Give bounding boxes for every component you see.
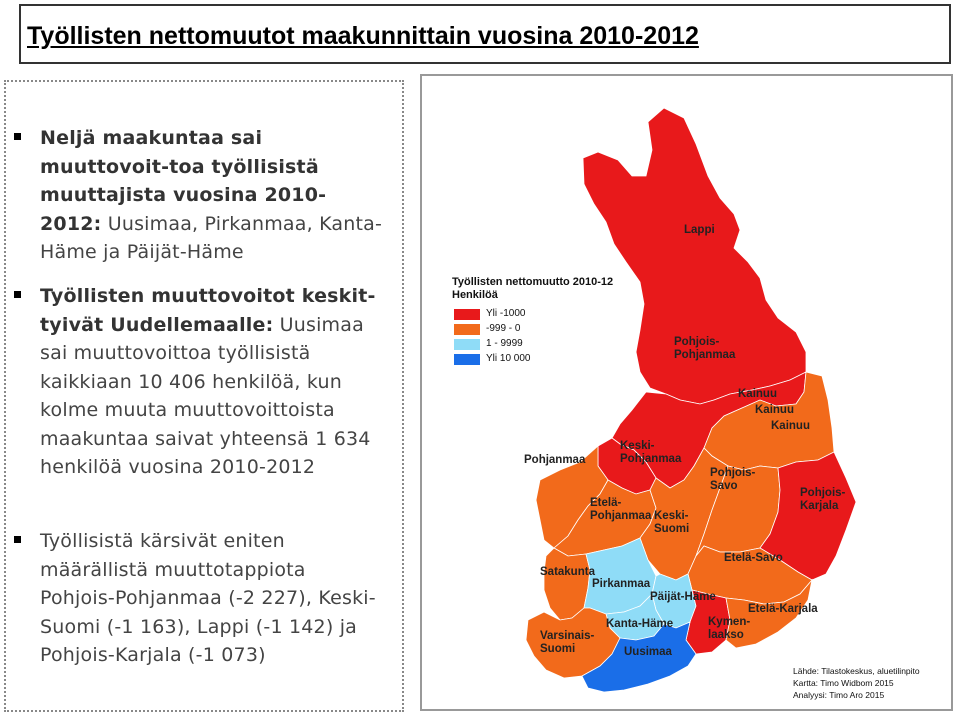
label-pohjois-savo: Pohjois- Savo: [710, 467, 756, 492]
legend-item: [454, 323, 574, 337]
legend-label: Yli -1000: [486, 308, 526, 319]
page-title: Työllisten nettomuutot maakunnittain vuosina 2010-2012: [27, 22, 699, 50]
label-etela-savo: Etelä-Savo: [724, 552, 783, 564]
legend-label: Yli 10 000: [486, 353, 531, 364]
legend-item: [454, 308, 574, 322]
legend-swatch: [454, 324, 480, 335]
label-uusimaa: Uusimaa: [624, 646, 672, 658]
bullet-square-icon: [14, 536, 21, 543]
label-pohjois-karjala: Pohjois- Karjala: [800, 487, 846, 512]
legend-item: [454, 353, 574, 367]
source-note: [793, 665, 920, 701]
label-pohjois-pohjanmaa: Pohjois- Pohjanmaa: [674, 336, 736, 361]
label-varsinais-suomi: Varsinais- Suomi: [540, 630, 595, 655]
bullet-square-icon: [14, 291, 21, 298]
label-etela-karjala: Etelä-Karjala: [748, 603, 818, 615]
label-pohjanmaa: Pohjanmaa: [524, 454, 586, 466]
source-line: Analyysi: Timo Aro 2015: [793, 690, 885, 700]
bullet-text: Työllisistä kärsivät eniten määrällistä muuttotappiota Pohjois-Pohjanmaa (-2 227), Keski-Suomi (-1 163), Lappi (-1 142) ja Pohjois-Karjala (-1 073): [40, 530, 376, 666]
label-lappi: Lappi: [684, 224, 715, 236]
bullet-text: Uusimaa, Pirkanmaa, Kanta-Häme ja Päijät-Häme: [40, 212, 383, 263]
bullet-lead: Neljä maakuntaa sai muuttovoit-toa työllisistä muuttajista vuosina 2010-2012:: [40, 127, 327, 235]
legend-swatch: [454, 339, 480, 350]
source-line: Kartta: Timo Widbom 2015: [793, 678, 894, 688]
label-kainuu: Kainuu: [755, 404, 794, 416]
legend-title: Työllisten nettomuutto 2010-12: [452, 276, 614, 288]
label-keski-pohjanmaa: Keski- Pohjanmaa: [620, 440, 682, 465]
label-kymenlaakso: Kymen- laakso: [708, 616, 751, 641]
label-paijat-hame: Päijät-Häme: [650, 591, 716, 603]
label-keski-suomi: Keski- Suomi: [654, 510, 690, 535]
legend-label: -999 - 0: [486, 323, 521, 334]
bullet-text: Uusimaa sai muuttovoittoa työllisistä kaikkiaan 10 406 henkilöä, kun kolme muuta muuttovoittoista maakuntaa saivat yhteensä 1 634 henkilöä vuosina 2010-2012: [40, 313, 371, 478]
label-kainuu: Kainuu: [771, 420, 810, 432]
title-box: [19, 4, 951, 64]
legend-swatch: [454, 309, 480, 320]
label-kainuu: Kainuu: [738, 388, 777, 400]
label-pirkanmaa: Pirkanmaa: [592, 578, 651, 590]
source-line: Lähde: Tilastokeskus, aluetilinpito: [793, 666, 920, 676]
legend-item: [454, 338, 574, 352]
bullet-lead: Työllisten muuttovoitot keskit-tyivät Uudellemaalle:: [40, 285, 376, 336]
legend-swatch: [454, 354, 480, 365]
legend-subtitle: Henkilöä: [452, 289, 498, 301]
finland-map: [420, 74, 953, 711]
label-etela-pohjanmaa: Etelä- Pohjanmaa: [590, 497, 652, 522]
legend-label: 1 - 9999: [486, 338, 523, 349]
label-satakunta: Satakunta: [540, 566, 595, 578]
bullet-square-icon: [14, 133, 21, 140]
map-legend: [452, 276, 614, 364]
label-kanta-hame: Kanta-Häme: [606, 618, 674, 630]
